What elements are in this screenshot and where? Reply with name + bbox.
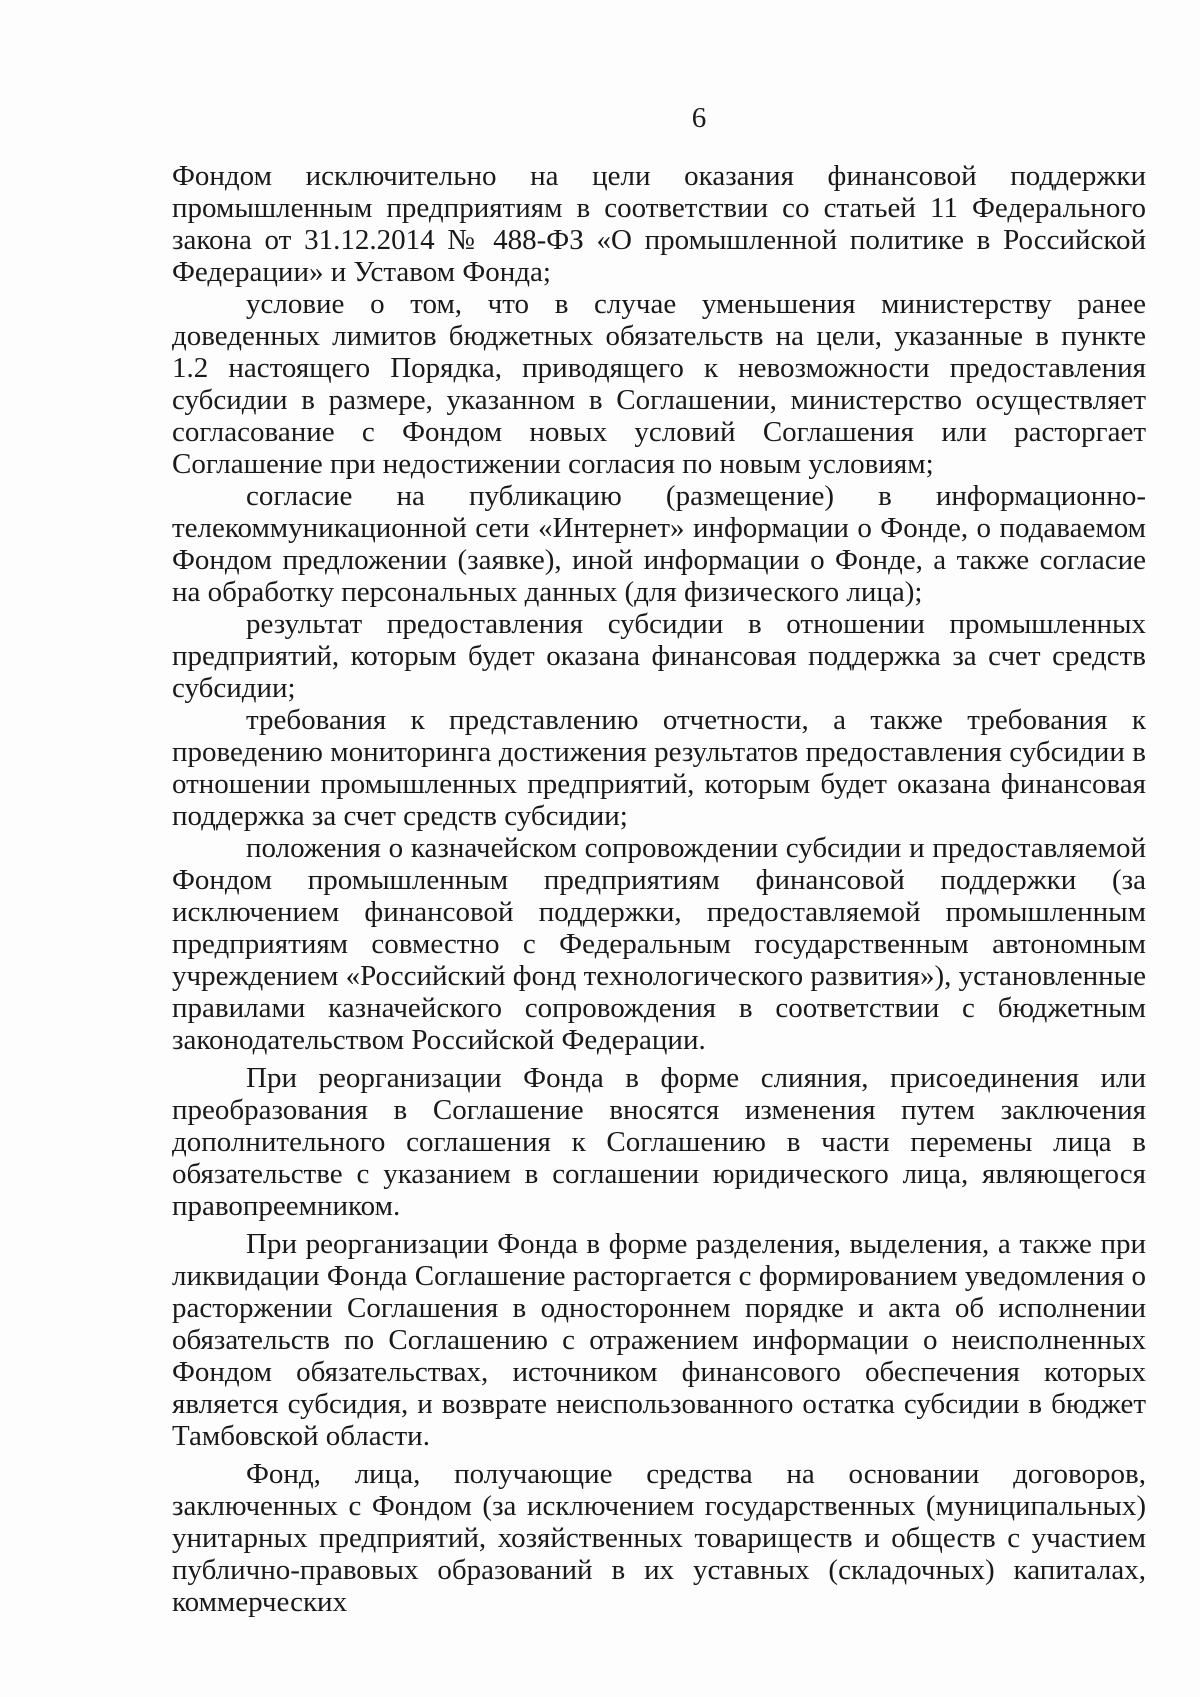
paragraph-continuation: Фондом исключительно на цели оказания финансовой поддержки промышленным предприятиям в соответствии со статьей 11 Федерального закона от 31.12.2014 № 488-ФЗ «О промышленной политике в Российской Федерации» и Уставом Фонда; (172, 160, 1146, 288)
page-number: 6 (691, 102, 707, 134)
paragraph-reorganization-division: При реорганизации Фонда в форме разделения, выделения, а также при ликвидации Фонда Соглашение расторгается с формированием уведомления о расторжении Соглашения в одностороннем порядке и акта об исполнении обязательств по Соглашению с отражением информации о неисполненных Фондом обязательствах, источником финансового обеспечения которых является субсидия, и возврате неиспользованного остатка субсидии в бюджет Тамбовской области. (172, 1228, 1146, 1452)
paragraph-budget-limits-condition: условие о том, что в случае уменьшения министерству ранее доведенных лимитов бюджетных обязательств на цели, указанные в пункте 1.2 настоящего Порядка, приводящего к невозможности предоставления субсидии в размере, указанном в Соглашении, министерство осуществляет согласование с Фондом новых условий Соглашения или расторгает Соглашение при недостижении согласия по новым условиям; (172, 288, 1146, 480)
paragraph-treasury-support: положения о казначейском сопровождении субсидии и предоставляемой Фондом промышленным предприятиям финансовой поддержки (за исключением финансовой поддержки, предоставляемой промышленным предприятиям совместно с Федеральным государственным автономным учреждением «Российский фонд технологического развития»), установленные правилами казначейского сопровождения в соответствии с бюджетным законодательством Российской Федерации. (172, 832, 1146, 1056)
paragraph-subsidy-result: результат предоставления субсидии в отношении промышленных предприятий, которым будет оказана финансовая поддержка за счет средств субсидии; (172, 608, 1146, 704)
paragraph-publication-consent: согласие на публикацию (размещение) в информационно-телекоммуникационной сети «Интернет» информации о Фонде, о подаваемом Фондом предложении (заявке), иной информации о Фонде, а также согласие на обработку персональных данных (для физического лица); (172, 480, 1146, 608)
paragraph-fund-recipients: Фонд, лица, получающие средства на основании договоров, заключенных с Фондом (за исключением государственных (муниципальных) унитарных предприятий, хозяйственных товариществ и обществ с участием публично-правовых образований в их уставных (складочных) капиталах, коммерческих (172, 1458, 1146, 1618)
paragraph-reorganization-merger: При реорганизации Фонда в форме слияния, присоединения или преобразования в Соглашение вносятся изменения путем заключения дополнительного соглашения к Соглашению в части перемены лица в обязательстве с указанием в соглашении юридического лица, являющегося правопреемником. (172, 1062, 1146, 1222)
paragraph-reporting-requirements: требования к представлению отчетности, а также требования к проведению мониторинга достижения результатов предоставления субсидии в отношении промышленных предприятий, которым будет оказана финансовая поддержка за счет средств субсидии; (172, 704, 1146, 832)
document-body (172, 160, 1146, 1618)
